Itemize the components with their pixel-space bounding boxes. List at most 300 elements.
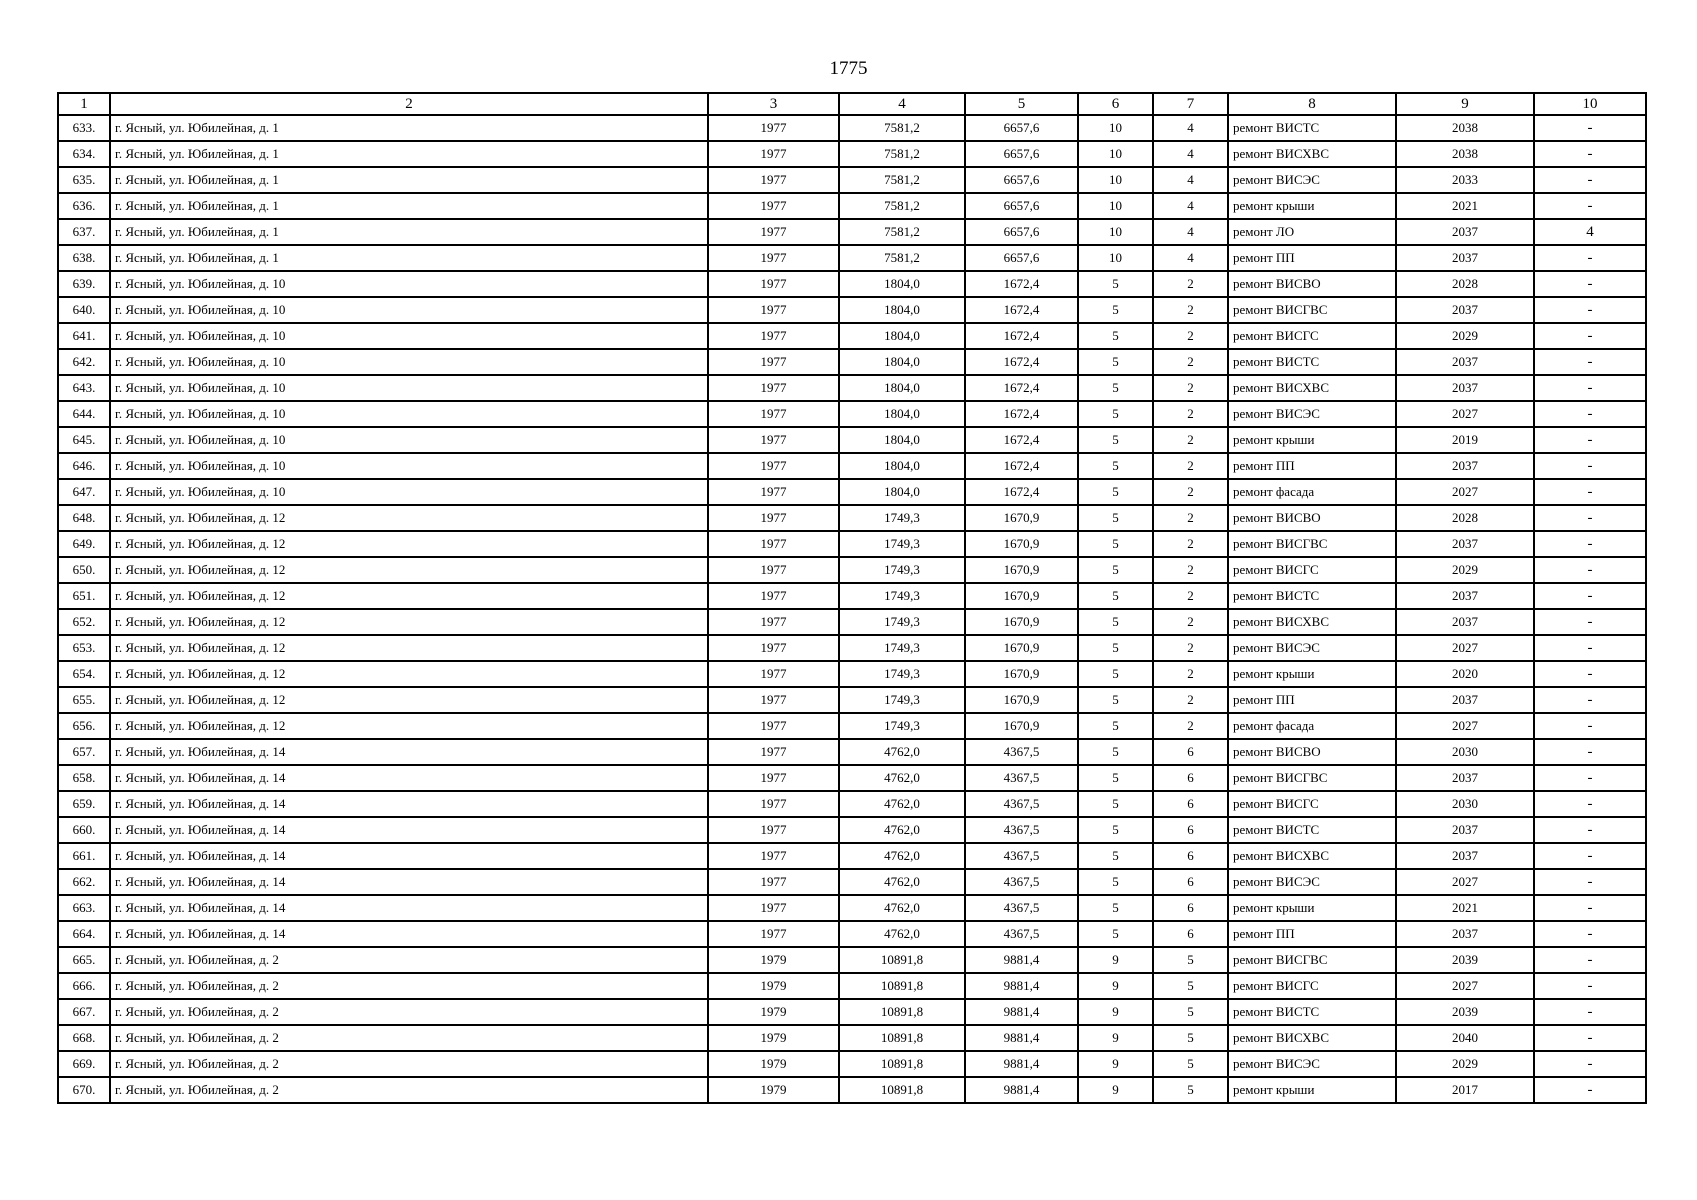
table-cell: - xyxy=(1534,869,1646,895)
table-cell: 5 xyxy=(1078,453,1153,479)
table-cell: ремонт ВИСГС xyxy=(1228,323,1396,349)
table-cell: 645. xyxy=(58,427,110,453)
table-cell: 1977 xyxy=(708,531,839,557)
table-cell: 2 xyxy=(1153,583,1228,609)
table-cell: 2037 xyxy=(1396,531,1534,557)
table-cell: г. Ясный, ул. Юбилейная, д. 1 xyxy=(110,193,708,219)
table-row xyxy=(58,817,1646,843)
table-cell: 1670,9 xyxy=(965,557,1078,583)
table-row xyxy=(58,921,1646,947)
table-cell: 7581,2 xyxy=(839,193,965,219)
table-cell: 4367,5 xyxy=(965,921,1078,947)
table-cell: 1672,4 xyxy=(965,427,1078,453)
table-cell: 1977 xyxy=(708,661,839,687)
table-cell: 1977 xyxy=(708,479,839,505)
table-cell: 2 xyxy=(1153,713,1228,739)
table-cell: 1977 xyxy=(708,583,839,609)
table-cell: 635. xyxy=(58,167,110,193)
table-cell: 1749,3 xyxy=(839,531,965,557)
table-cell: 2020 xyxy=(1396,661,1534,687)
table-cell: 1672,4 xyxy=(965,479,1078,505)
table-cell: г. Ясный, ул. Юбилейная, д. 14 xyxy=(110,817,708,843)
table-cell: - xyxy=(1534,375,1646,401)
table-cell: г. Ясный, ул. Юбилейная, д. 10 xyxy=(110,297,708,323)
table-cell: 1977 xyxy=(708,557,839,583)
table-cell: 1670,9 xyxy=(965,635,1078,661)
table-cell: 5 xyxy=(1153,973,1228,999)
table-cell: 9 xyxy=(1078,1025,1153,1051)
table-body xyxy=(58,115,1646,1103)
table-cell: 2027 xyxy=(1396,401,1534,427)
table-row xyxy=(58,141,1646,167)
table-cell: г. Ясный, ул. Юбилейная, д. 2 xyxy=(110,947,708,973)
column-header: 9 xyxy=(1396,93,1534,115)
table-cell: ремонт крыши xyxy=(1228,193,1396,219)
table-row xyxy=(58,323,1646,349)
table-cell: 2027 xyxy=(1396,713,1534,739)
table-row xyxy=(58,297,1646,323)
table-cell: ремонт ПП xyxy=(1228,245,1396,271)
table-cell: 6657,6 xyxy=(965,245,1078,271)
table-cell: 5 xyxy=(1078,297,1153,323)
column-header: 4 xyxy=(839,93,965,115)
table-cell: ремонт ВИСХВС xyxy=(1228,843,1396,869)
column-header: 3 xyxy=(708,93,839,115)
table-cell: 648. xyxy=(58,505,110,531)
table-cell: 644. xyxy=(58,401,110,427)
table-cell: - xyxy=(1534,1077,1646,1103)
table-cell: 2027 xyxy=(1396,869,1534,895)
table-cell: 633. xyxy=(58,115,110,141)
table-cell: 10 xyxy=(1078,115,1153,141)
table-cell: 1804,0 xyxy=(839,323,965,349)
table-cell: 5 xyxy=(1078,583,1153,609)
table-cell: 10891,8 xyxy=(839,1051,965,1077)
table-cell: 2037 xyxy=(1396,687,1534,713)
table-cell: 1977 xyxy=(708,115,839,141)
table-cell: ремонт ВИСВО xyxy=(1228,739,1396,765)
table-row xyxy=(58,115,1646,141)
table-cell: г. Ясный, ул. Юбилейная, д. 1 xyxy=(110,115,708,141)
table-cell: 1977 xyxy=(708,635,839,661)
table-cell: 2021 xyxy=(1396,193,1534,219)
table-cell: ремонт ВИСЭС xyxy=(1228,401,1396,427)
table-cell: ремонт ВИСТС xyxy=(1228,999,1396,1025)
table-cell: 1977 xyxy=(708,349,839,375)
table-cell: 2 xyxy=(1153,427,1228,453)
table-cell: 649. xyxy=(58,531,110,557)
table-row xyxy=(58,973,1646,999)
table-cell: 2029 xyxy=(1396,1051,1534,1077)
table-cell: г. Ясный, ул. Юбилейная, д. 2 xyxy=(110,1051,708,1077)
table-cell: г. Ясный, ул. Юбилейная, д. 12 xyxy=(110,713,708,739)
column-header: 5 xyxy=(965,93,1078,115)
table-cell: 2 xyxy=(1153,401,1228,427)
table-cell: 656. xyxy=(58,713,110,739)
table-cell: 2021 xyxy=(1396,895,1534,921)
column-header: 1 xyxy=(58,93,110,115)
table-cell: ремонт ВИСХВС xyxy=(1228,609,1396,635)
table-row xyxy=(58,739,1646,765)
table-cell: 654. xyxy=(58,661,110,687)
table-cell: 1977 xyxy=(708,609,839,635)
table-cell: 9 xyxy=(1078,999,1153,1025)
table-cell: - xyxy=(1534,245,1646,271)
table-cell: 4762,0 xyxy=(839,765,965,791)
table-cell: 1804,0 xyxy=(839,349,965,375)
table-cell: 1749,3 xyxy=(839,505,965,531)
table-cell: - xyxy=(1534,505,1646,531)
table-cell: 1977 xyxy=(708,401,839,427)
table-cell: 669. xyxy=(58,1051,110,1077)
table-cell: 658. xyxy=(58,765,110,791)
table-cell: 7581,2 xyxy=(839,141,965,167)
table-cell: 4762,0 xyxy=(839,791,965,817)
table-cell: 9881,4 xyxy=(965,973,1078,999)
table-cell: г. Ясный, ул. Юбилейная, д. 1 xyxy=(110,219,708,245)
table-cell: 2 xyxy=(1153,375,1228,401)
table-cell: 1670,9 xyxy=(965,661,1078,687)
table-cell: - xyxy=(1534,531,1646,557)
table-cell: г. Ясный, ул. Юбилейная, д. 1 xyxy=(110,167,708,193)
table-cell: 1979 xyxy=(708,947,839,973)
table-cell: 1977 xyxy=(708,245,839,271)
table-cell: - xyxy=(1534,271,1646,297)
table-cell: 1749,3 xyxy=(839,635,965,661)
table-cell: 10891,8 xyxy=(839,1077,965,1103)
table-cell: г. Ясный, ул. Юбилейная, д. 10 xyxy=(110,323,708,349)
table-cell: 4367,5 xyxy=(965,869,1078,895)
table-cell: - xyxy=(1534,999,1646,1025)
table-cell: ремонт крыши xyxy=(1228,895,1396,921)
table-cell: 5 xyxy=(1078,557,1153,583)
table-cell: 4 xyxy=(1153,219,1228,245)
table-cell: 7581,2 xyxy=(839,167,965,193)
table-cell: 1979 xyxy=(708,973,839,999)
table-cell: 9 xyxy=(1078,973,1153,999)
table-cell: 6 xyxy=(1153,817,1228,843)
table-cell: 5 xyxy=(1078,895,1153,921)
table-cell: - xyxy=(1534,297,1646,323)
table-cell: 6657,6 xyxy=(965,167,1078,193)
table-cell: г. Ясный, ул. Юбилейная, д. 14 xyxy=(110,869,708,895)
table-cell: 10891,8 xyxy=(839,999,965,1025)
table-cell: 1804,0 xyxy=(839,427,965,453)
table-cell: 6 xyxy=(1153,765,1228,791)
table-cell: 1670,9 xyxy=(965,505,1078,531)
table-cell: 634. xyxy=(58,141,110,167)
table-cell: г. Ясный, ул. Юбилейная, д. 12 xyxy=(110,687,708,713)
table-cell: 655. xyxy=(58,687,110,713)
table-cell: - xyxy=(1534,687,1646,713)
table-cell: 1977 xyxy=(708,713,839,739)
table-cell: - xyxy=(1534,739,1646,765)
table-cell: 9881,4 xyxy=(965,1025,1078,1051)
table-cell: ремонт ВИСГВС xyxy=(1228,765,1396,791)
table-cell: 1749,3 xyxy=(839,687,965,713)
table-cell: 2037 xyxy=(1396,843,1534,869)
table-cell: 4762,0 xyxy=(839,739,965,765)
table-cell: 5 xyxy=(1078,349,1153,375)
table-cell: 1672,4 xyxy=(965,453,1078,479)
table-cell: 2037 xyxy=(1396,765,1534,791)
table-cell: 2039 xyxy=(1396,999,1534,1025)
table-row xyxy=(58,583,1646,609)
table-cell: 5 xyxy=(1153,1051,1228,1077)
table-cell: 665. xyxy=(58,947,110,973)
table-cell: 10 xyxy=(1078,193,1153,219)
table-cell: 6 xyxy=(1153,869,1228,895)
table-cell: 1977 xyxy=(708,271,839,297)
table-cell: г. Ясный, ул. Юбилейная, д. 2 xyxy=(110,973,708,999)
table-cell: 2 xyxy=(1153,479,1228,505)
table-cell: 5 xyxy=(1078,271,1153,297)
table-cell: 1670,9 xyxy=(965,609,1078,635)
table-cell: 5 xyxy=(1078,791,1153,817)
table-cell: - xyxy=(1534,115,1646,141)
table-cell: г. Ясный, ул. Юбилейная, д. 14 xyxy=(110,895,708,921)
table-cell: 9 xyxy=(1078,947,1153,973)
table-cell: - xyxy=(1534,791,1646,817)
table-cell: 5 xyxy=(1078,635,1153,661)
table-cell: 1672,4 xyxy=(965,401,1078,427)
table-cell: г. Ясный, ул. Юбилейная, д. 14 xyxy=(110,843,708,869)
table-cell: 1804,0 xyxy=(839,375,965,401)
table-cell: г. Ясный, ул. Юбилейная, д. 12 xyxy=(110,531,708,557)
header-row xyxy=(58,93,1646,115)
table-cell: - xyxy=(1534,167,1646,193)
table-cell: 4762,0 xyxy=(839,817,965,843)
table-cell: 5 xyxy=(1078,817,1153,843)
table-cell: - xyxy=(1534,635,1646,661)
table-cell: 4762,0 xyxy=(839,843,965,869)
table-cell: 2033 xyxy=(1396,167,1534,193)
table-cell: ремонт ВИСТС xyxy=(1228,583,1396,609)
table-cell: 9881,4 xyxy=(965,999,1078,1025)
table-cell: 670. xyxy=(58,1077,110,1103)
table-cell: 652. xyxy=(58,609,110,635)
column-header: 7 xyxy=(1153,93,1228,115)
table-cell: 2037 xyxy=(1396,245,1534,271)
table-row xyxy=(58,427,1646,453)
table-cell: 6 xyxy=(1153,895,1228,921)
table-cell: ремонт крыши xyxy=(1228,427,1396,453)
table-cell: 10 xyxy=(1078,167,1153,193)
table-cell: г. Ясный, ул. Юбилейная, д. 12 xyxy=(110,661,708,687)
table-cell: ремонт ВИСЭС xyxy=(1228,635,1396,661)
table-cell: ремонт ВИСГС xyxy=(1228,557,1396,583)
table-row xyxy=(58,375,1646,401)
table-row xyxy=(58,843,1646,869)
table-row xyxy=(58,245,1646,271)
table-cell: ремонт ПП xyxy=(1228,921,1396,947)
table-cell: 7581,2 xyxy=(839,115,965,141)
table-cell: ремонт ВИСВО xyxy=(1228,505,1396,531)
table-cell: ремонт ВИСТС xyxy=(1228,115,1396,141)
table-cell: 1977 xyxy=(708,791,839,817)
table-cell: 9 xyxy=(1078,1051,1153,1077)
column-header: 10 xyxy=(1534,93,1646,115)
table-cell: 5 xyxy=(1078,479,1153,505)
table-cell: 4762,0 xyxy=(839,869,965,895)
table-cell: 662. xyxy=(58,869,110,895)
table-cell: 1749,3 xyxy=(839,661,965,687)
table-cell: 2 xyxy=(1153,271,1228,297)
table-cell: 10 xyxy=(1078,219,1153,245)
table-cell: г. Ясный, ул. Юбилейная, д. 10 xyxy=(110,401,708,427)
table-cell: 2037 xyxy=(1396,219,1534,245)
table-cell: 2029 xyxy=(1396,557,1534,583)
table-cell: 642. xyxy=(58,349,110,375)
table-cell: г. Ясный, ул. Юбилейная, д. 12 xyxy=(110,635,708,661)
table-cell: 5 xyxy=(1078,713,1153,739)
table-cell: 1977 xyxy=(708,453,839,479)
table-row xyxy=(58,505,1646,531)
table-cell: 651. xyxy=(58,583,110,609)
table-cell: 4367,5 xyxy=(965,895,1078,921)
table-row xyxy=(58,1051,1646,1077)
table-cell: 2 xyxy=(1153,505,1228,531)
table-cell: 2028 xyxy=(1396,505,1534,531)
table-cell: 6657,6 xyxy=(965,115,1078,141)
table-cell: 1977 xyxy=(708,843,839,869)
table-cell: г. Ясный, ул. Юбилейная, д. 2 xyxy=(110,999,708,1025)
table-cell: 5 xyxy=(1153,947,1228,973)
table-cell: г. Ясный, ул. Юбилейная, д. 12 xyxy=(110,609,708,635)
table-cell: 2037 xyxy=(1396,297,1534,323)
table-cell: 5 xyxy=(1078,427,1153,453)
table-cell: 2030 xyxy=(1396,791,1534,817)
table-cell: 1804,0 xyxy=(839,401,965,427)
table-row xyxy=(58,479,1646,505)
table-cell: г. Ясный, ул. Юбилейная, д. 14 xyxy=(110,765,708,791)
table-cell: 1977 xyxy=(708,427,839,453)
table-cell: 5 xyxy=(1078,687,1153,713)
table-cell: 637. xyxy=(58,219,110,245)
table-cell: 1979 xyxy=(708,1051,839,1077)
table-cell: 657. xyxy=(58,739,110,765)
table-cell: 2027 xyxy=(1396,635,1534,661)
table-cell: 1977 xyxy=(708,687,839,713)
table-cell: ремонт ВИСВО xyxy=(1228,271,1396,297)
table-cell: 2037 xyxy=(1396,453,1534,479)
table-cell: 2029 xyxy=(1396,323,1534,349)
table-cell: 5 xyxy=(1078,323,1153,349)
table-cell: г. Ясный, ул. Юбилейная, д. 1 xyxy=(110,245,708,271)
table-cell: 1977 xyxy=(708,375,839,401)
table-row xyxy=(58,687,1646,713)
table-cell: 668. xyxy=(58,1025,110,1051)
table-cell: - xyxy=(1534,713,1646,739)
table-cell: 2 xyxy=(1153,557,1228,583)
table-cell: 1749,3 xyxy=(839,609,965,635)
table-cell: 2 xyxy=(1153,661,1228,687)
table-cell: г. Ясный, ул. Юбилейная, д. 12 xyxy=(110,557,708,583)
table-cell: 2 xyxy=(1153,323,1228,349)
table-cell: 5 xyxy=(1078,661,1153,687)
table-cell: г. Ясный, ул. Юбилейная, д. 10 xyxy=(110,349,708,375)
table-cell: - xyxy=(1534,141,1646,167)
table-cell: - xyxy=(1534,349,1646,375)
table-row xyxy=(58,531,1646,557)
table-cell: 10 xyxy=(1078,141,1153,167)
table-cell: 2038 xyxy=(1396,141,1534,167)
table-cell: г. Ясный, ул. Юбилейная, д. 14 xyxy=(110,739,708,765)
table-cell: 1977 xyxy=(708,297,839,323)
table-cell: 2037 xyxy=(1396,817,1534,843)
table-cell: 2028 xyxy=(1396,271,1534,297)
table-cell: 1977 xyxy=(708,739,839,765)
table-cell: 2039 xyxy=(1396,947,1534,973)
table-cell: - xyxy=(1534,609,1646,635)
table-cell: 1977 xyxy=(708,167,839,193)
table-cell: - xyxy=(1534,427,1646,453)
table-cell: 643. xyxy=(58,375,110,401)
table-cell: 5 xyxy=(1078,375,1153,401)
table-cell: 5 xyxy=(1078,531,1153,557)
table-cell: 6657,6 xyxy=(965,141,1078,167)
table-cell: 2038 xyxy=(1396,115,1534,141)
table-row xyxy=(58,453,1646,479)
table-cell: 4 xyxy=(1153,141,1228,167)
column-header: 2 xyxy=(110,93,708,115)
table-row xyxy=(58,609,1646,635)
table-cell: ремонт ВИСХВС xyxy=(1228,1025,1396,1051)
table-cell: 1977 xyxy=(708,817,839,843)
table-cell: г. Ясный, ул. Юбилейная, д. 2 xyxy=(110,1077,708,1103)
table-cell: ремонт ВИСХВС xyxy=(1228,375,1396,401)
table-cell: г. Ясный, ул. Юбилейная, д. 1 xyxy=(110,141,708,167)
table-cell: ремонт фасада xyxy=(1228,479,1396,505)
column-header: 6 xyxy=(1078,93,1153,115)
table-cell: ремонт ВИСТС xyxy=(1228,349,1396,375)
table-cell: г. Ясный, ул. Юбилейная, д. 2 xyxy=(110,1025,708,1051)
table-cell: - xyxy=(1534,453,1646,479)
table-cell: 9881,4 xyxy=(965,1077,1078,1103)
table-cell: ремонт ВИСГВС xyxy=(1228,947,1396,973)
table-row xyxy=(58,765,1646,791)
table-cell: 2 xyxy=(1153,687,1228,713)
table-cell: 2037 xyxy=(1396,375,1534,401)
table-cell: 5 xyxy=(1078,609,1153,635)
table-cell: 1804,0 xyxy=(839,271,965,297)
table-cell: 638. xyxy=(58,245,110,271)
table-cell: 2 xyxy=(1153,635,1228,661)
table-cell: 4367,5 xyxy=(965,817,1078,843)
table-cell: 1979 xyxy=(708,1077,839,1103)
table-cell: 1977 xyxy=(708,921,839,947)
table-cell: 6657,6 xyxy=(965,193,1078,219)
table-cell: 1670,9 xyxy=(965,687,1078,713)
table-cell: ремонт фасада xyxy=(1228,713,1396,739)
table-row xyxy=(58,1025,1646,1051)
table-cell: 5 xyxy=(1078,401,1153,427)
table-cell: 1804,0 xyxy=(839,453,965,479)
table-cell: 4367,5 xyxy=(965,843,1078,869)
table-cell: 1977 xyxy=(708,323,839,349)
table-cell: - xyxy=(1534,921,1646,947)
table-cell: 663. xyxy=(58,895,110,921)
table-cell: г. Ясный, ул. Юбилейная, д. 10 xyxy=(110,271,708,297)
table-cell: 1672,4 xyxy=(965,323,1078,349)
table-cell: ремонт ВИСГВС xyxy=(1228,297,1396,323)
table-cell: 664. xyxy=(58,921,110,947)
table-cell: 1979 xyxy=(708,1025,839,1051)
table-cell: ремонт ВИСЭС xyxy=(1228,869,1396,895)
table-cell: 9881,4 xyxy=(965,947,1078,973)
table-cell: 2027 xyxy=(1396,479,1534,505)
table-cell: 2030 xyxy=(1396,739,1534,765)
